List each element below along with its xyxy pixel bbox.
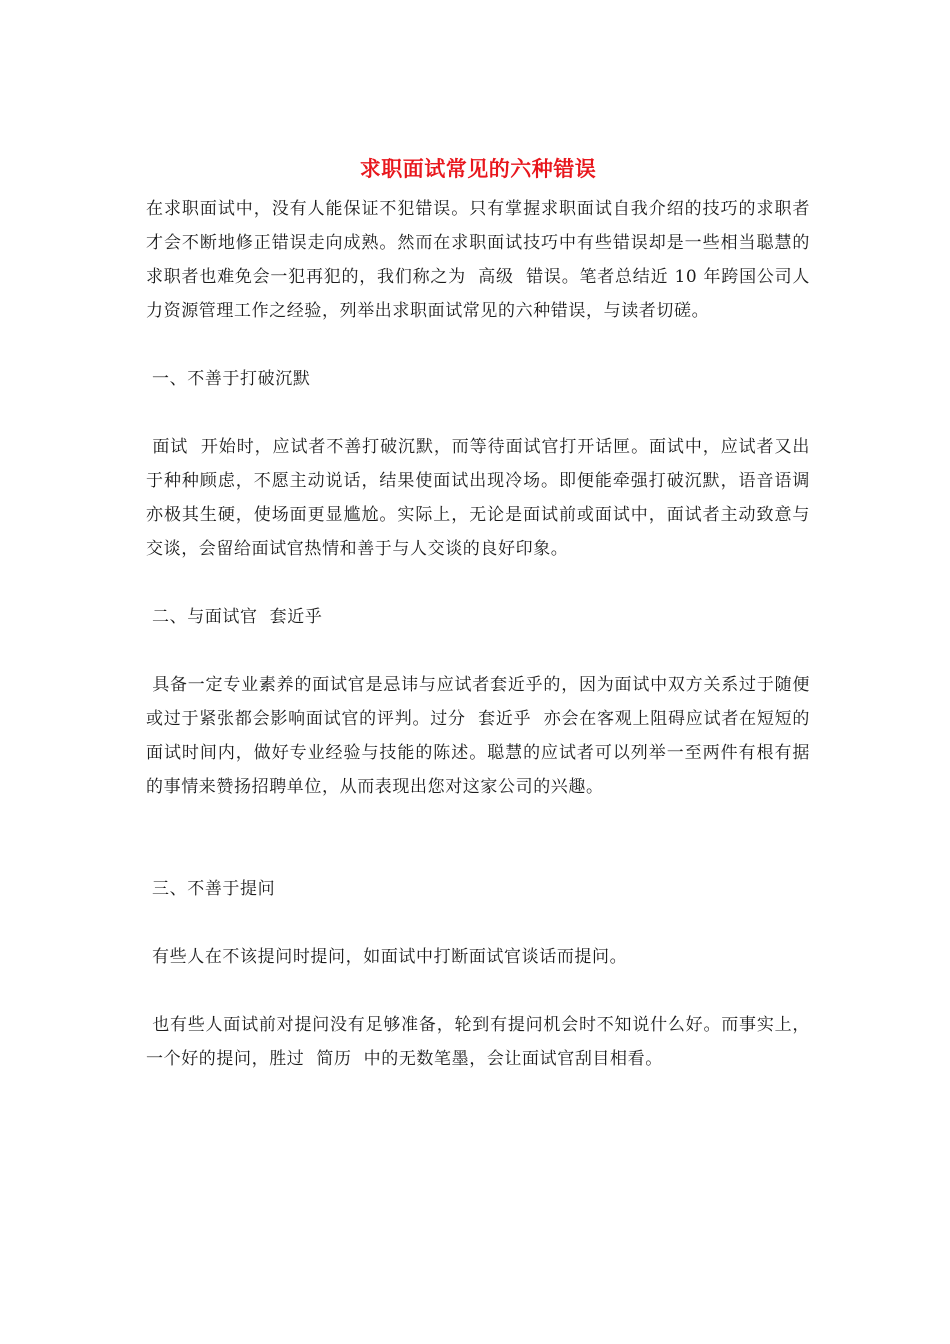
spacer (146, 974, 810, 1008)
document-page (146, 150, 810, 1076)
section-heading-2: 二、与面试官 套近乎 (146, 607, 323, 627)
section-heading-3: 三、不善于提问 (146, 879, 276, 899)
section-1-paragraph: 面试 开始时，应试者不善打破沉默，而等待面试官打开话匣。面试中，应试者又出于种种顾虑，不愿主动说话，结果使面试出现冷场。即便能牵强打破沉默，语音语调亦极其生硬，使场面更显尴尬。实际上，无论是面试前或面试中，面试者主动致意与交谈，会留给面试官热情和善于与人交谈的良好印象。 (146, 437, 810, 559)
intro-paragraph: 在求职面试中，没有人能保证不犯错误。只有掌握求职面试自我介绍的技巧的求职者才会不断地修正错误走向成熟。然而在求职面试技巧中有些错误却是一些相当聪慧的求职者也难免会一犯再犯的，我们称之为 高级 错误。笔者总结近 10 年跨国公司人力资源管理工作之经验，列举出求职面试常见的六种错误，与读者切磋。 (146, 199, 810, 321)
section-2-paragraph: 具备一定专业素养的面试官是忌讳与应试者套近乎的，因为面试中双方关系过于随便或过于紧张都会影响面试官的评判。过分 套近乎 亦会在客观上阻碍应试者在短短的面试时间内，做好专业经验与技能的陈述。聪慧的应试者可以列举一至两件有根有据的事情来赞扬招聘单位，从而表现出您对这家公司的兴趣。 (146, 675, 810, 797)
spacer (146, 566, 810, 600)
spacer (146, 396, 810, 430)
section-3-paragraph-2: 也有些人面试前对提问没有足够准备，轮到有提问机会时不知说什么好。而事实上，一个好的提问，胜过 简历 中的无数笔墨，会让面试官刮目相看。 (146, 1015, 810, 1069)
section-heading-1: 一、不善于打破沉默 (146, 369, 311, 389)
document-title: 求职面试常见的六种错误 (359, 156, 597, 181)
spacer (146, 328, 810, 362)
section-3-paragraph-1: 有些人在不该提问时提问，如面试中打断面试官谈话而提问。 (146, 947, 628, 967)
spacer (146, 804, 810, 872)
spacer (146, 906, 810, 940)
spacer (146, 634, 810, 668)
